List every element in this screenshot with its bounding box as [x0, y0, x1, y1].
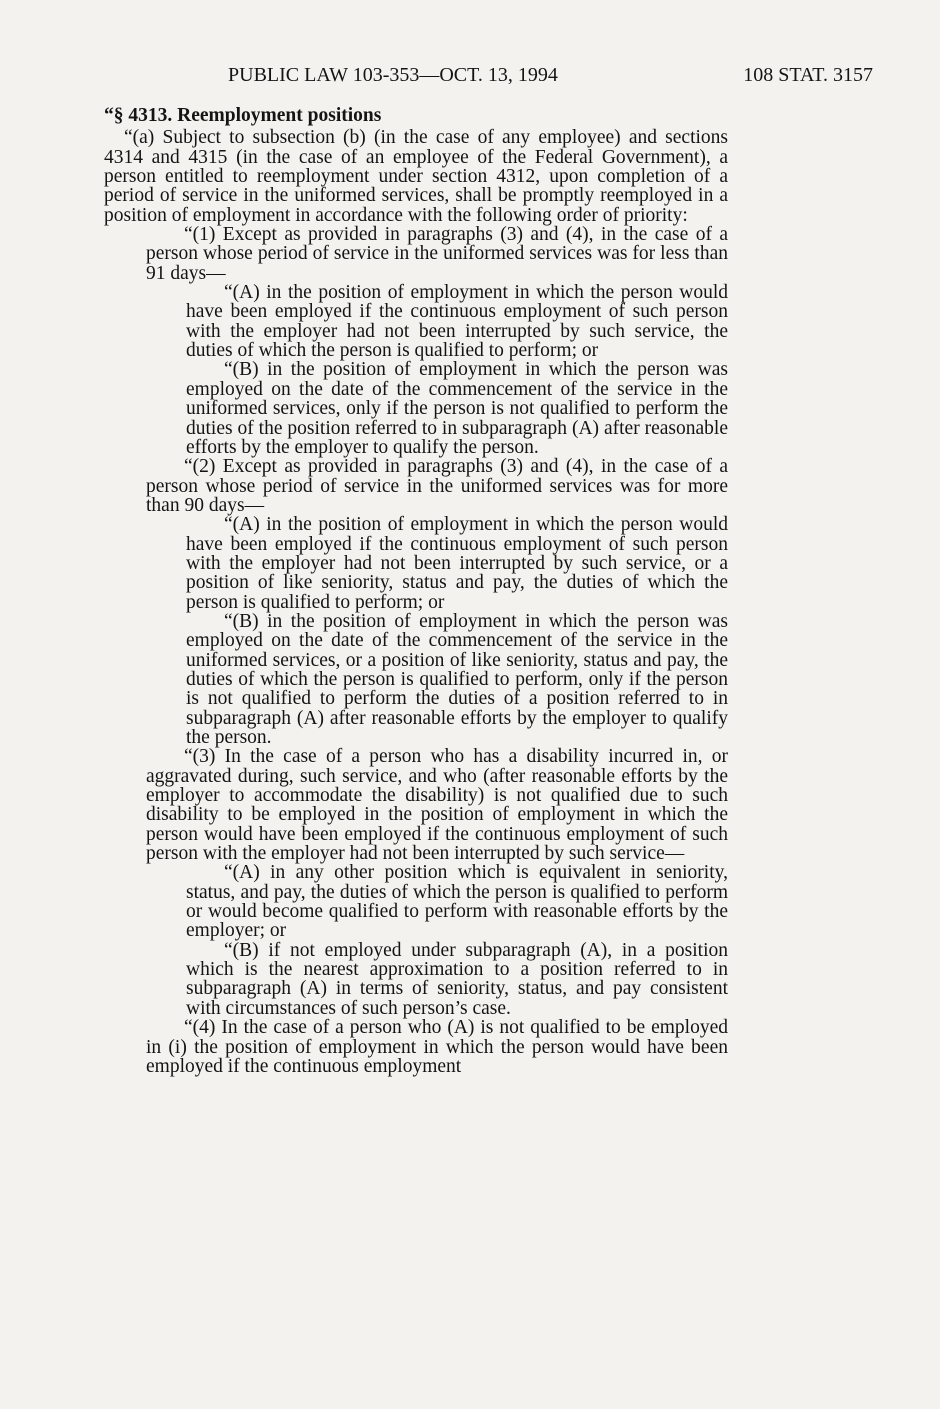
- section-heading: “§ 4313. Reemployment positions: [104, 105, 382, 126]
- paragraph-1-a: “(A) in the position of employment in which the person would have been employed if the continuous employment of such person with the employer had not been interrupted by such service, the duties of which the person is qualified to perform; or: [186, 282, 728, 362]
- paragraph-2-a: “(A) in the position of employment in which the person would have been employed if the continuous employment of such person with the employer had not been interrupted by such service, or a position of like seniority, status and pay, the duties of which the person is qualified to perform; or: [186, 514, 728, 613]
- paragraph-4: “(4) In the case of a person who (A) is not qualified to be employed in (i) the position of employment in which the person would have been employed if the continuous employment: [146, 1017, 728, 1077]
- subsection-a: “(a) Subject to subsection (b) (in the case of any employee) and sections 4314 and 4315 (in the case of an employee of the Federal Government), a person entitled to reemployment under section 4312, upon completion of a period of service in the uniformed services, shall be promptly reemployed in a position of employment in accordance with the following order of priority:: [104, 127, 728, 226]
- paragraph-3-b: “(B) if not employed under subparagraph (A), in a position which is the nearest approximation to a position referred to in subparagraph (A) in terms of seniority, status, and pay consistent with circumstances of such person’s case.: [186, 939, 728, 1019]
- paragraph-2: “(2) Except as provided in paragraphs (3) and (4), in the case of a person whose period of service in the uniformed services was for more than 90 days—: [146, 456, 728, 516]
- header-stat-page: 108 STAT. 3157: [743, 64, 873, 86]
- paragraph-1: “(1) Except as provided in paragraphs (3) and (4), in the case of a person whose period of service in the uniformed services was for less than 91 days—: [146, 224, 728, 284]
- statute-body: [104, 106, 728, 1076]
- running-header: [228, 64, 873, 88]
- paragraph-1-b: “(B) in the position of employment in which the person was employed on the date of the commencement of the service in the uniformed services, only if the person is not qualified to perform the duties of the position referred to in subparagraph (A) after reasonable efforts by the employer to qualify the person.: [186, 359, 728, 458]
- paragraph-3-a: “(A) in any other position which is equivalent in seniority, status, and pay, the duties of which the person is qualified to perform or would become qualified to perform with reasonable efforts by the employer; or: [186, 862, 728, 942]
- paragraph-2-b: “(B) in the position of employment in which the person was employed on the date of the commencement of the service in the uniformed services, or a position of like seniority, status and pay, the duties of which the person is qualified to perform, only if the person is not qualified to perform the duties of a position referred to in subparagraph (A) after reasonable efforts by the employer to qualify the person.: [186, 610, 728, 748]
- paragraph-3: “(3) In the case of a person who has a disability incurred in, or aggravated during, such service, and who (after reasonable efforts by the employer to accommodate the disability) is not qualified due to such disability to be employed in the position of employment in which the person would have been employed if the continuous employment of such person with the employer had not been interrupted by such service—: [146, 746, 728, 865]
- header-public-law: PUBLIC LAW 103-353—OCT. 13, 1994: [228, 64, 558, 86]
